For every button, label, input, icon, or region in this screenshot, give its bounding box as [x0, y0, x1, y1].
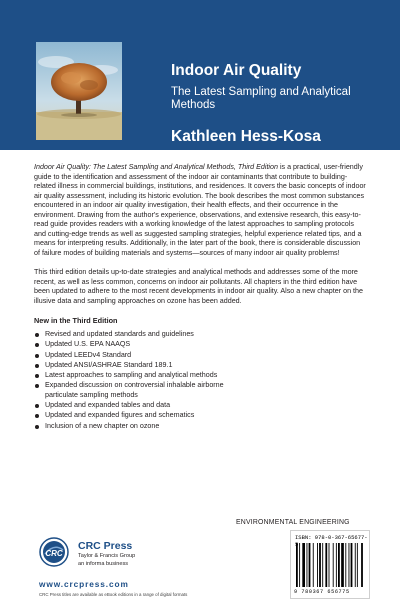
- book-author: Kathleen Hess-Kosa: [171, 128, 321, 145]
- cover-description: [34, 163, 366, 432]
- bullet-icon: [35, 425, 39, 429]
- list-item: Updated U.S. EPA NAAQS: [34, 340, 366, 349]
- barcode-bars: [296, 543, 364, 587]
- isbn-label: ISBN: 978-0-367-65677-: [295, 534, 368, 541]
- list-item: Updated ANSI/ASHRAE Standard 189.1: [34, 361, 366, 370]
- description-paragraph-2: This third edition details up-to-date strategies and analytical methods and addresses some of the more recent, as well as less common, concerns on indoor air pollutants. All chapters in the third edition have been updated to adhere to the most recent developments in indoor air quality. Also a new chapter on the illusive data and sampling approaches on ozone has been added.: [34, 268, 363, 305]
- bullet-icon: [35, 384, 39, 388]
- description-paragraph-1: [34, 163, 366, 258]
- list-item: Latest approaches to sampling and analytical methods: [34, 371, 366, 380]
- bullet-icon: [35, 343, 39, 347]
- publisher-tagline: an informa business: [78, 561, 129, 567]
- isbn-barcode: [290, 530, 370, 599]
- bullet-icon: [35, 333, 39, 337]
- ebook-note: CRC Press titles are available as eBook editions in a range of digital formats: [39, 592, 188, 597]
- list-item: Updated and expanded tables and data: [34, 401, 366, 410]
- list-item: Revised and updated standards and guidelines: [34, 330, 366, 339]
- new-edition-heading: New in the Third Edition: [34, 316, 118, 325]
- list-item: Inclusion of a new chapter on ozone: [34, 422, 366, 431]
- bullet-icon: [35, 354, 39, 358]
- bullet-icon: [35, 364, 39, 368]
- logo-text: CRC: [45, 549, 63, 558]
- publisher-url[interactable]: www.crcpress.com: [39, 579, 129, 589]
- crc-press-logo: [39, 537, 69, 567]
- list-item: Updated LEEDv4 Standard: [34, 351, 366, 360]
- publisher-group: Taylor & Francis Group: [78, 553, 136, 559]
- bullet-icon: [35, 374, 39, 378]
- bullet-icon: [35, 404, 39, 408]
- cover-artwork-tree-image: [36, 42, 122, 140]
- new-edition-list: [34, 330, 366, 431]
- list-item: Expanded discussion on controversial inhalable airborne particulate sampling methods: [34, 381, 245, 400]
- cover-header-band: [0, 0, 400, 150]
- isbn-digits: 9 780367 656775: [294, 589, 350, 595]
- list-item: Updated and expanded figures and schematics: [34, 411, 366, 420]
- book-title: Indoor Air Quality: [171, 62, 302, 79]
- description-intro-italic: Indoor Air Quality: The Latest Sampling and Analytical Methods, Third Edition: [34, 163, 278, 171]
- bullet-icon: [35, 414, 39, 418]
- book-subtitle: The Latest Sampling and Analytical Methods: [171, 86, 351, 111]
- description-intro-text: is a practical, user-friendly guide to the identification and assessment of the indoor air contaminants that contribute to building-related illness in commercial buildings, institutions, and residences. It covers the basic concepts of indoor air quality assessment, including its historic evolution. The book describes the most common substances encountered in an indoor air quality investigation, their health effects, and their occurrence in the environment. Drawing from the author's experience, observations, and extensive research, this easy-to-read guide provides readers with a working knowledge of the latest approaches to sampling protocols and cutting-edge trends as well as suggested sampling strategies, helpful experience related tips, and a means for interpreting results. Additionally, in the later part of the book, there is considerable discussion of failure modes of building materials and systems—sources of many indoor air quality problems!: [34, 163, 366, 257]
- subject-category: ENVIRONMENTAL ENGINEERING: [236, 519, 350, 526]
- publisher-name: CRC Press: [78, 540, 133, 552]
